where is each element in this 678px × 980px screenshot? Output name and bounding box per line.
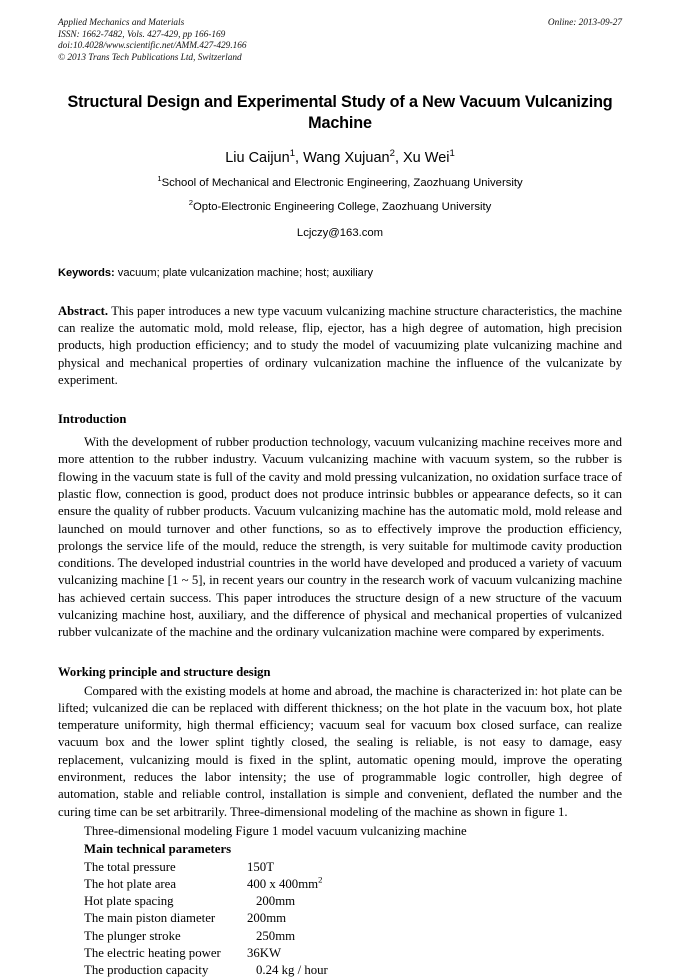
journal-copyright: © 2013 Trans Tech Publications Ltd, Switzerland xyxy=(58,52,242,63)
param-name: The hot plate area xyxy=(84,876,177,891)
table-row xyxy=(84,962,622,979)
author-separator-2: , xyxy=(394,150,403,166)
table-row xyxy=(84,859,622,876)
param-value xyxy=(247,859,274,876)
journal-header-left xyxy=(58,18,478,64)
param-name: The electric heating power xyxy=(84,946,221,961)
param-name: The plunger stroke xyxy=(84,928,181,943)
author-separator-1: , xyxy=(295,150,304,166)
abstract-paragraph xyxy=(58,303,622,389)
contact-email: Lcjczy@163.com xyxy=(296,227,384,239)
online-date: Online: 2013-09-27 xyxy=(547,18,622,28)
section-paragraph-introduction: With the development of rubber production technology, vacuum vulcanizing machine receives more and more attention to the rubber industry. Vacuum vulcanizing machine with vacuum system, so the rubber is flowing in the vacuum state is full of the cavity and mold pressing vulcanization, no oxidation surface trace of plastic flow, connection is good, product does not produce intrinsic bubbles or appearance defects, so it can ensure the quality of rubber products. Vacuum vulcanizing machine has the automatic mold, mold release and launched on mould turnover and other functions, so as to effectively improve the production efficiency, prolongs the service life of the mould, reduce the strength, is very suitable for multimode cavity production conditions. The developed industrial countries in the world have developed and produced a variety of vacuum vulcanizing machine [1 ~ 5], in recent years our country in the research work of vacuum vulcanizing machine has achieved certain success. This paper introduces the structure design of a new structure of the vacuum vulcanizing machine host, auxiliary, and the difference of physical and mechanical properties of vulcanized rubber vulcanizate of the machine and the ordinary vulcanization machine were compared by experiments. xyxy=(58,435,622,640)
author-3-name: Xu Wei xyxy=(403,150,450,166)
params-heading: Main technical parameters xyxy=(84,842,232,857)
param-value xyxy=(247,876,322,893)
table-row xyxy=(84,910,622,927)
affiliation-1 xyxy=(58,176,622,191)
param-value-text: 400 x 400mm xyxy=(247,876,319,891)
param-value-text: 36KW xyxy=(247,946,282,961)
param-value xyxy=(247,893,295,910)
param-name: Hot plate spacing xyxy=(84,894,174,909)
page-title: Structural Design and Experimental Study of a New Vacuum Vulcanizing Machine xyxy=(67,93,613,132)
abstract-label: Abstract. xyxy=(58,304,109,318)
param-value-text: 150T xyxy=(247,859,275,874)
table-row xyxy=(84,928,622,945)
affiliation-1-marker: 1 xyxy=(157,174,162,184)
author-3-affiliation-marker: 1 xyxy=(449,148,455,160)
journal-issn: ISSN: 1662-7482, Vols. 427-429, pp 166-169 xyxy=(58,29,226,40)
author-1-name: Liu Caijun xyxy=(225,150,290,166)
section-heading-introduction: Introduction xyxy=(58,412,127,427)
param-name: The main piston diameter xyxy=(84,911,216,926)
affiliation-2 xyxy=(58,200,622,215)
param-value xyxy=(247,910,286,927)
abstract-text: This paper introduces a new type vacuum vulcanizing machine structure characteristics, the machine can realize the automatic mold, mold release, flip, ejector, has a high degree of automation, high precision products, high production efficiency; and to study the model of vacuumizing plate vulcanizing machine and physical and mechanical properties of ordinary vulcanization machine the influence of the vulcanizate by experiment. xyxy=(58,304,622,387)
table-row xyxy=(84,893,622,910)
param-value-text: 250mm xyxy=(256,928,296,943)
params-table xyxy=(58,859,622,980)
param-value-exponent: 2 xyxy=(318,874,323,885)
affiliation-2-marker: 2 xyxy=(188,198,193,208)
param-value-text: 0.24 kg / hour xyxy=(256,963,328,978)
param-value xyxy=(247,928,295,945)
keywords-value: vacuum; plate vulcanization machine; host; auxiliary xyxy=(114,267,374,279)
param-name: The total pressure xyxy=(84,859,176,874)
affiliation-1-text: School of Mechanical and Electronic Engineering, Zaozhuang University xyxy=(161,177,523,189)
author-list xyxy=(58,149,622,167)
journal-doi: doi:10.4028/www.scientific.net/AMM.427-429.166 xyxy=(58,41,247,52)
table-row xyxy=(84,876,622,893)
affiliation-2-text: Opto-Electronic Engineering College, Zaozhuang University xyxy=(193,201,492,213)
param-value xyxy=(247,962,328,979)
table-row xyxy=(84,945,622,962)
journal-name: Applied Mechanics and Materials xyxy=(58,18,185,28)
keywords-label: Keywords: xyxy=(58,267,115,279)
section-paragraph-working-principle: Compared with the existing models at home and abroad, the machine is characterized in: hot plate can be lifted; vulcanized die can be replaced with different thickness; on the hot plate in the vacuum box, hot plate temperature uniformity, high thermal efficiency; vacuum seal for vacuum box closed surface, can realize vacuum box and the lower splint tightly closed, the sealing is reliable, is not easy to damage, easy replacement, vulcanizing mould is fixed in the splint, automatic opening mould, improve the operating environment, reduces the labor intensity; the use of programmable logic controller, high degree of automation, stable and reliable control, installation is simple and convenient, deflated the number and the curing time can be set arbitrarily. Three-dimensional modeling of the machine as shown in figure 1. xyxy=(58,683,622,819)
param-value-text: 200mm xyxy=(256,894,296,909)
journal-header xyxy=(58,18,622,70)
author-1-affiliation-marker: 1 xyxy=(289,148,296,160)
param-value-text: 200mm xyxy=(247,911,287,926)
keywords-line xyxy=(58,266,622,281)
author-2-name: Wang Xujuan xyxy=(303,150,390,166)
section-heading-working-principle: Working principle and structure design xyxy=(58,664,271,679)
param-name: The production capacity xyxy=(84,963,209,978)
author-2-affiliation-marker: 2 xyxy=(389,148,395,160)
figure-caption: Three-dimensional modeling Figure 1 model vacuum vulcanizing machine xyxy=(84,823,467,838)
param-value xyxy=(247,945,281,962)
